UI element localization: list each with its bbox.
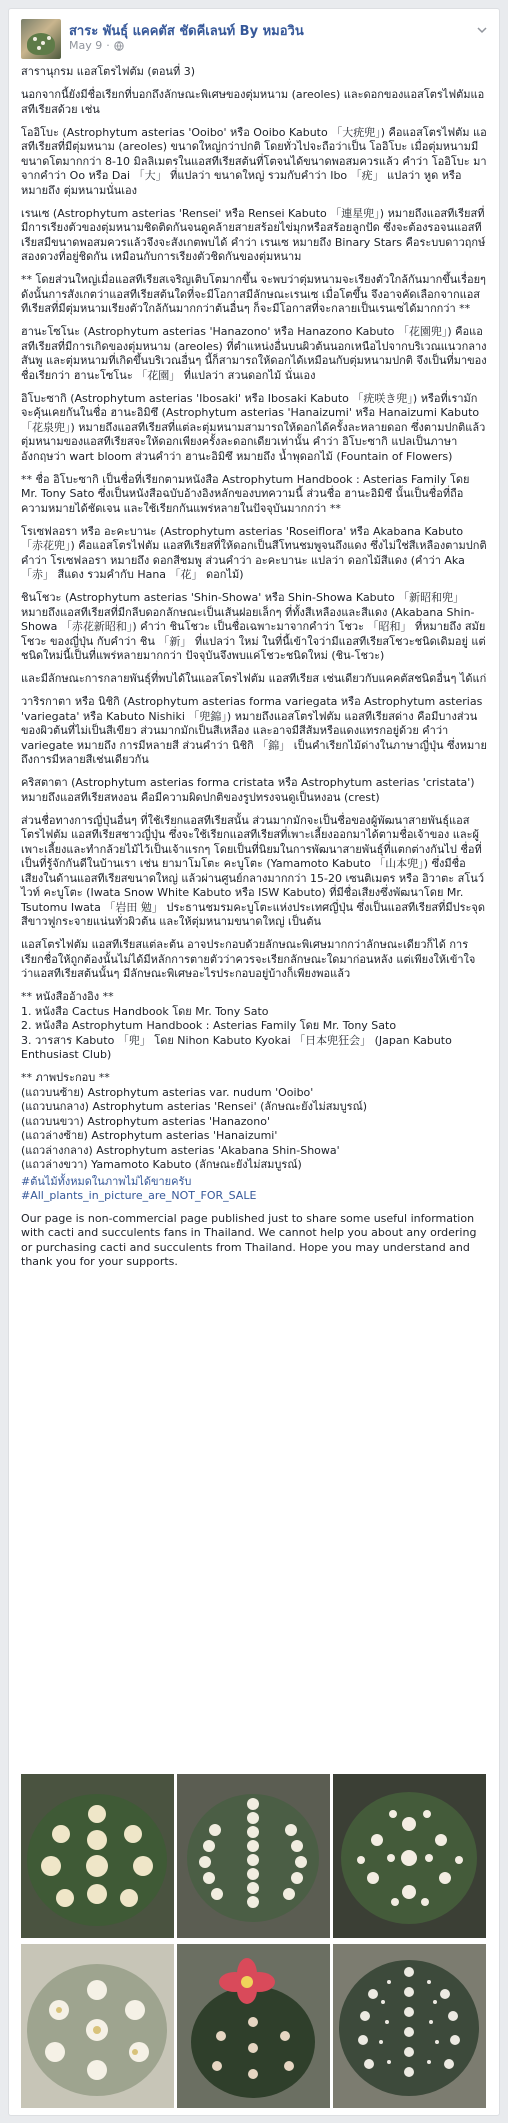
photo-rensei-image — [177, 1774, 330, 1938]
photo-akabana-shin-showa[interactable] — [177, 1944, 330, 2108]
paragraph-shin-showa: ชินโชวะ (Astrophytum asterias 'Shin-Showa' หรือ Shin-Showa Kabuto 「新昭和兜」 หมายถึงแอสทีเรียสที่มีกลีบดอกลักษณะเป็นเส้นฝอยเล็กๆ ที่ทั้งสีเหลืองและสีแดง (Akabana Shin-Showa 「赤花新昭和」) คำว่า ชินโชวะ เป็นชื่อเฉพาะมาจากคำว่า โชวะ 「昭和」 ที่หมายถึง สมัยโชวะ ของญี่ปุ่น กับคำว่า ชิน 「新」 ที่แปลว่า ใหม่ ในที่นี้เข้าใจว่ามีแอสทีเรียสโชวะชนิดเดิมอยู่ แต่ชนิดใหม่นี้เป็นที่แพร่หลายมากกว่า ปัจจุบันจึงพบแค่โชวะชนิดใหม่ (ชิน-โชวะ) — [21, 591, 486, 662]
photo-hanaizumi-image — [21, 1944, 174, 2108]
paragraph-ibosaki: อิโบะซากิ (Astrophytum asterias 'Ibosaki' หรือ Ibosaki Kabuto 「疣咲き兜」) หรือที่เรามักจะคุ้นเคยกันในชื่อ ฮานะอิมิซึ (Astrophytum asterias 'Hanaizumi' หรือ Hanaizumi Kabuto 「花泉兜」) หมายถึงแอสทีเรียสที่แต่ละตุ่มหนามสามารถให้ดอกได้ครั้งละหลายดอก ซึ่งตามปกติแล้วตุ่มหนามของแอสทีเรียสจะให้ดอกเพียงครั้งละดอกเดียวเท่านั้น คำว่า อิโบะซากิ แปลเป็นภาษาอังกฤษว่า wart bloom ส่วนคำว่า ฮานะอิมิซึ หมายถึง น้ำพุดอกไม้ (Fountain of Flowers) — [21, 391, 486, 463]
paragraph-cristata: คริสตาตา (Astrophytum asterias forma cristata หรือ Astrophytum asterias 'cristata') หมายถึงแอสทีเรียสหงอน คือมีความผิดปกติของรูปทรงจนดูเป็นหงอน (crest) — [21, 776, 475, 804]
post-header — [9, 9, 499, 57]
photo-grid — [21, 1774, 487, 2112]
photo-akabana-shin-showa-image — [177, 1944, 330, 2108]
paragraph-variegata: วาริรกาตา หรือ นิชิกิ (Astrophytum asterias forma variegata หรือ Astrophytum asterias 'variegata' หรือ Kabuto Nishiki 「兜錦」) หมายถึงแอสโตรไฟตัม แอสทีเรียสด่าง คือมีบางส่วนของผิวต้นที่ไม่เป็นสีเขียว ส่วนมากมักเป็นสีเหลือง และอาจมีสีส้มหรือแดงแทรกอยู่ด้วย คำว่า variegate หมายถึง การมีหลายสี ส่วนคำว่า นิชิกิ 「錦」 เป็นคำเรียกไม้ด่างในภาษาญี่ปุ่น ซึ่งหมายถึงการมีหลายสีเช่นเดียวกัน — [21, 695, 487, 766]
photo-hanazono[interactable] — [333, 1774, 486, 1938]
post-card — [8, 8, 500, 2116]
photo-yamamoto-kabuto[interactable] — [333, 1944, 486, 2108]
post-date[interactable]: May 9 — [69, 39, 103, 52]
paragraph-hanazono: ฮานะโซโนะ (Astrophytum asterias 'Hanazono' หรือ Hanazono Kabuto 「花園兜」) คือแอสทีเรียสที่มีการเกิดของตุ่มหนาม (areoles) ที่ตำแหน่งอื่นบนผิวต้นนอกเหนือไปจากบริเวณแนวกลางสันพู และตุ่มหนามที่เกิดขึ้นบริเวณอื่นๆ นี้ก็สามารถให้ดอกได้เหมือนกับตุ่มหนามปกติ จึงเป็นที่มาของชื่อเรียกว่า ฮานะโซโนะ 「花園」 ที่แปลว่า สวนดอกไม้ นั่นเอง — [21, 325, 487, 382]
photo-ooibo[interactable] — [21, 1774, 174, 1938]
page-avatar[interactable] — [21, 19, 61, 59]
post-meta: May 9 · — [69, 39, 124, 52]
photo-rensei[interactable] — [177, 1774, 330, 1938]
paragraph-roseiflora: โรเซฟลอรา หรือ อะคะบานะ (Astrophytum asterias 'Roseiflora' หรือ Akabana Kabuto 「赤花兜」) คือแอสโตรไฟตัม แอสทีเรียสที่ให้ดอกเป็นสีโทนชมพูจนถึงแดง ซึ่งไม่ใช่สีเหลืองตามปกติ คำว่า โรเซฟลอรา หมายถึง ดอกสีชมพู ส่วนคำว่า อะคะบานะ แปลว่า ดอกไม้สีแดง (คำว่า Aka 「赤」 สีแดง รวมคำกับ Hana 「花」 ดอกไม้) — [21, 524, 487, 581]
paragraph-japanese-names: ส่วนชื่อทางการญี่ปุ่นอื่นๆ ที่ใช้เรียกแอสทีเรียสนั้น ส่วนมากมักจะเป็นชื่อของผู้พัฒนาสายพันธุ์แอสโตรไฟตัม แอสทีเรียสชาวญี่ปุ่น ซึ่งจะใช้เรียกแอสทีเรียสที่เพาะเลี้ยงออกมาได้ตามชื่อเจ้าของ และผู้เพาะเลี้ยงและทำกล้วยไม้ไว้เป็นเจ้าแรกๆ โดยเป็นที่นิยมในการพัฒนาสายพันธุ์ที่แตกต่างกันไป ชื่อที่เป็นที่รู้จักกันดีในบ้านเรา เช่น ยามาโมโตะ คะบูโตะ (Yamamoto Kabuto 「山本兜」) ซึ่งมีชื่อเสียงในด้านแอสทีเรียสขนาดใหญ่ แล้วผ่านศูนย์กลางมากกว่า 15-20 เซนติเมตร หรือ อิวาตะ สโนว์ไวท์ คะบูโตะ (Iwata Snow White Kabuto หรือ ISW Kabuto) ที่มีชื่อเสียงซึ่งพัฒนาโดย Mr. Tsutomu Iwata 「岩田 勉」 ประธานชมรมคะบูโตะแห่งประเทศญี่ปุ่น ซึ่งเป็นแอสทีเรียสที่มีประจุดสีขาวฟูกระจายแน่นทั่วผิวต้น และให้ตุ่มหนามขนาดใหญ่ เป็นต้น — [21, 813, 485, 928]
paragraph-ooibo: โออิโบะ (Astrophytum asterias 'Ooibo' หรือ Ooibo Kabuto 「大疣兜」) คือแอสโตรไฟตัม แอสทีเรียสที่มีตุ่มหนาม (areoles) ขนาดใหญ่กว่าปกติ โดยทั่วไปจะถือว่าเป็น โออิโบะ เมื่อตุ่มหนามมีขนาดโตมากกว่า 8-10 มิลลิเมตรในแอสทีเรียสต้นที่โตจนได้ขนาดพอสมควรแล้ว คำว่า โออิโบะ มาจากคำว่า Oo หรือ Dai 「大」 ที่แปลว่า ขนาดใหญ่ รวมกับคำว่า Ibo 「疣」 แปลว่า หูด หรือหมายถึง ตุ่มหนามนั่นเอง — [21, 125, 487, 197]
paragraph-summary: แอสโตรไฟตัม แอสทีเรียสแต่ละต้น อาจประกอบด้วยลักษณะพิเศษมากกว่าลักษณะเดียวก็ได้ การเรียกชื่อให้ถูกต้องนั้นไม่ได้มีหลักการตายตัวว่าควรจะเรียกลักษณะใดมาก่อนหลัง แต่เพียงให้เข้าใจว่าแอสทีเรียสต้นนั้นๆ มีลักษณะพิเศษอะไรประกอบอยู่บ้างก็เพียงพอแล้ว — [21, 938, 476, 980]
hashtag-not-for-sale-thai[interactable]: #ต้นไม้ทั้งหมดในภาพไม่ได้ขายครับ — [21, 1174, 192, 1188]
paragraph-mutations-intro: และมีลักษณะการกลายพันธุ์ที่พบได้ในแอสโตรไฟตัม แอสทีเรียส เช่นเดียวกับแคคตัสชนิดอื่นๆ ได้แก่ — [21, 672, 487, 685]
photo-ooibo-image — [21, 1774, 174, 1938]
post-body — [21, 65, 487, 1278]
page-name-link[interactable]: สาระ พันธุ์ แคคตัส ชัดคีเลนท์ By หมอวิน — [69, 24, 304, 39]
globe-icon — [114, 41, 124, 51]
paragraph-references: ** หนังสืออ้างอิง ** 1. หนังสือ Cactus Handbook โดย Mr. Tony Sato 2. หนังสือ Astrophytum Handbook : Asterias Family โดย Mr. Tony Sato 3. วารสาร Kabuto 「兜」 โดย Nihon Kabuto Kyokai 「日本兜狂会」 (Japan Kabuto Enthusiast Club) — [21, 990, 452, 1061]
hashtag-not-for-sale-en[interactable]: #All_plants_in_picture_are_NOT_FOR_SALE — [21, 1189, 257, 1202]
paragraph-intro: นอกจากนี้ยังมีชื่อเรียกที่บอกถึงลักษณะพิเศษของตุ่มหนาม (areoles) และดอกของแอสโตรไฟตัมแอสทีเรียสด้วย เช่น — [21, 88, 485, 116]
photo-yamamoto-kabuto-image — [333, 1944, 486, 2108]
paragraph-photo-captions: ** ภาพประกอบ ** (แถวบนซ้าย) Astrophytum asterias var. nudum 'Ooibo' (แถวบนกลาง) Astrophytum asterias 'Rensei' (ลักษณะยังไม่สมบูรณ์) (แถวบนขวา) Astrophytum asterias 'Hanazono' (แถวล่างซ้าย) Astrophytum asterias 'Hanaizumi' (แถวล่างกลาง) Astrophytum asterias 'Akabana Shin-Showa' (แถวล่างขวา) Yamamoto Kabuto (ลักษณะยังไม่สมบูรณ์) — [21, 1071, 368, 1171]
chevron-down-icon[interactable] — [475, 23, 489, 37]
paragraph-title: สารานุกรม แอสโตรไฟตัม (ตอนที่ 3) — [21, 65, 195, 78]
photo-hanazono-image — [333, 1774, 486, 1938]
paragraph-disclaimer: Our page is non-commercial page published just to share some useful information with cacti and succulents fans in Thailand. We cannot help you about any ordering or purchasing cacti and succulents from Thailand. Hope you may understand and thank you for your supports. — [21, 1211, 477, 1268]
paragraph-rensei-note: ** โดยส่วนใหญ่เมื่อแอสทีเรียสเจริญเติบโตมากขึ้น จะพบว่าตุ่มหนามจะเรียงตัวใกล้กันมากขึ้นเรื่อยๆ ดังนั้นการสังเกตว่าแอสทีเรียสต้นใดที่จะมีโอกาสมีลักษณะเรนเซ เมื่อโตขึ้น จึงอาจคัดเลือกจากแอสทีเรียสที่มีตุ่มหนามเรียงตัวใกล้กันมากกว่าต้นอื่นๆ ก็จะมีโอกาสที่จะกลายเป็นเรนเซได้มากกว่า ** — [21, 273, 486, 315]
paragraph-rensei: เรนเซ (Astrophytum asterias 'Rensei' หรือ Rensei Kabuto 「連星兜」) หมายถึงแอสทีเรียสที่มีการเรียงตัวของตุ่มหนามชิดติดกันจนดูคล้ายสายสร้อยไข่มุกหรือสร้อยลูกปัด ซึ่งจะต้องรอจนแอสทีเรียสมีขนาดพอสมควรแล้วจึงจะสังเกตพบได้ คำว่า เรนเซ หมายถึง Binary Stars คือระบบดาวฤกษ์สองดวงที่อยู่ชิดกัน เหมือนกับการเรียงตัวชิดกันของตุ่มหนาม — [21, 206, 486, 263]
paragraph-ibosaki-note: ** ชื่อ อิโบะซากิ เป็นชื่อที่เรียกตามหนังสือ Astrophytum Handbook : Asterias Family โดย Mr. Tony Sato ซึ่งเป็นหนังสือฉบับอ้างอิงหลักของบทความนี้ ส่วนชื่อ ฮานะอิมิซึ นั้นเป็นชื่อที่ถือความหมายได้ชัดเจน และใช้เรียกกันแพร่หลายในปัจจุบันมากกว่า ** — [21, 472, 470, 515]
photo-hanaizumi[interactable] — [21, 1944, 174, 2108]
